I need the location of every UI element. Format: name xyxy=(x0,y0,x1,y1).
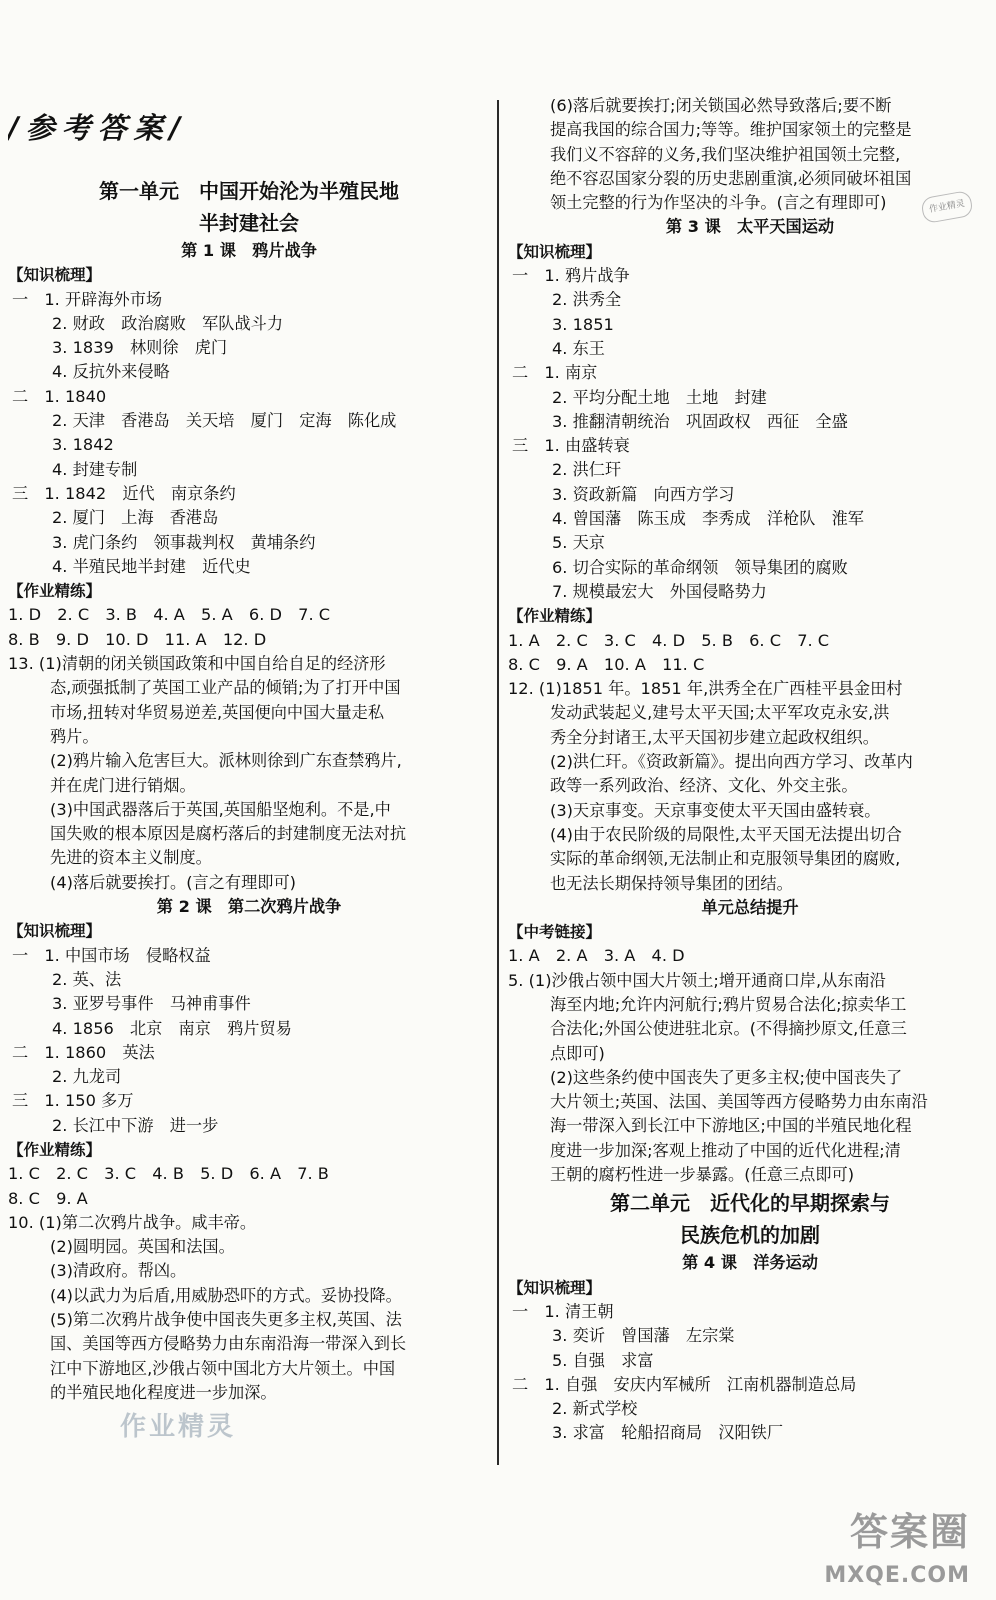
text-line: 【知识梳理】 xyxy=(8,266,102,285)
text-line: 3. 求富 轮船招商局 汉阳铁厂 xyxy=(552,1423,784,1443)
text-line: 第 1 课 鸦片战争 xyxy=(181,241,317,260)
text-line: 绝不容忍国家分裂的历史悲剧重演,必须同破坏祖国 xyxy=(550,168,912,188)
text-line: 2. 洪秀全 xyxy=(552,290,622,310)
text-line: 第 2 课 第二次鸦片战争 xyxy=(156,897,342,917)
text-line: 态,顽强抵制了英国工业产品的倾销;为了打开中国 xyxy=(50,678,401,698)
text-line: 2. 新式学校 xyxy=(552,1399,638,1419)
text-line: 【作业精练】 xyxy=(508,607,602,626)
text-line: 2. 洪仁玕 xyxy=(552,460,622,480)
left-column xyxy=(8,94,490,1449)
watermark-logo: 答案圈 xyxy=(849,1510,970,1554)
text-line: 三 1. 1842 近代 南京条约 xyxy=(12,483,236,503)
text-line: 并在虎门进行销烟。 xyxy=(50,775,196,795)
text-line: 12. (1)1851 年。1851 年,洪秀全在广西桂平县金田村 xyxy=(508,679,903,699)
text-line: /参考答案/ xyxy=(8,111,188,145)
column-divider xyxy=(497,100,499,1465)
text-line: 【知识梳理】 xyxy=(508,1278,602,1297)
text-line: (3)中国武器落后于英国,英国船坚炮利。不是,中 xyxy=(50,799,391,819)
text-line: 8. B 9. D 10. D 11. A 12. D xyxy=(8,629,267,649)
watermark-url: MXQE.COM xyxy=(824,1563,970,1588)
text-line: 一 1. 中国市场 侵略权益 xyxy=(12,945,211,965)
text-line: 4. 1856 北京 南京 鸦片贸易 xyxy=(52,1018,292,1038)
text-line: 1. C 2. C 3. C 4. B 5. D 6. A 7. B xyxy=(8,1164,329,1184)
right-column xyxy=(508,94,992,1446)
text-line: 江中下游地区,沙俄占领中国北方大片领土。中国 xyxy=(50,1358,396,1378)
text-line: 二 1. 自强 安庆内军械所 江南机器制造总局 xyxy=(512,1374,857,1394)
text-line: 实际的革命纲领,无法制止和克服领导集团的腐败, xyxy=(550,849,901,869)
text-line: 1. A 2. A 3. A 4. D xyxy=(508,946,685,966)
text-line: 也无法长期保持领导集团的团结。 xyxy=(550,873,793,893)
corner-stamp: 作业精灵 xyxy=(920,190,974,224)
text-line: 4. 反抗外来侵略 xyxy=(52,362,170,382)
text-line: 我们义不容辞的义务,我们坚决维护祖国领土完整, xyxy=(550,144,901,164)
text-line: 2. 厦门 上海 香港岛 xyxy=(52,508,219,528)
text-line: (3)天京事变。天京事变使太平天国由盛转衰。 xyxy=(550,800,881,820)
text-line: 3. 虎门条约 领事裁判权 黄埔条约 xyxy=(52,532,316,552)
text-line: 2. 财政 政治腐败 军队战斗力 xyxy=(52,313,284,333)
text-line: 秀全分封诸王,太平天国初步建立起政权组织。 xyxy=(550,727,879,747)
text-line: (2)洪仁玕。《资政新篇》。提出向西方学习、改革内 xyxy=(550,752,913,772)
text-line: 【知识梳理】 xyxy=(8,922,102,941)
text-line: 一 1. 开辟海外市场 xyxy=(12,289,163,309)
text-line: 第一单元 中国开始沦为半殖民地 xyxy=(99,179,399,203)
text-line: 二 1. 1860 英法 xyxy=(12,1042,155,1062)
text-line xyxy=(8,162,490,175)
text-line: 【知识梳理】 xyxy=(508,242,602,261)
text-line: 度进一步加深;客观上推动了中国的近代化进程;清 xyxy=(550,1140,901,1160)
text-line: 半封建社会 xyxy=(199,211,299,235)
text-line: 3. 1851 xyxy=(552,314,614,334)
text-line: 发动武装起义,建号太平天国;太平军攻克永安,洪 xyxy=(550,703,890,723)
text-line: 4. 曾国藩 陈玉成 李秀成 洋枪队 淮军 xyxy=(552,509,864,529)
text-line: 4. 半殖民地半封建 近代史 xyxy=(52,556,251,576)
text-line: 鸦片。 xyxy=(50,726,99,746)
text-line: 第 4 课 洋务运动 xyxy=(682,1253,818,1273)
text-line: 海至内地;允许内河航行;鸦片贸易合法化;掠卖华工 xyxy=(550,994,907,1014)
text-line: 2. 平均分配土地 土地 封建 xyxy=(552,387,767,407)
text-line: 领土完整的行为作坚决的斗争。(言之有理即可) xyxy=(550,193,887,213)
text-line: 合法化;外国公使进驻北京。(不得摘抄原文,任意三 xyxy=(550,1019,907,1039)
text-line: 第二单元 近代化的早期探索与 xyxy=(610,1191,890,1216)
text-line: 三 1. 由盛转衰 xyxy=(512,436,630,456)
text-line: (3)清政府。帮凶。 xyxy=(50,1261,187,1281)
text-line: 【作业精练】 xyxy=(8,582,102,601)
text-line: 政等一系列政治、经济、文化、外交主张。 xyxy=(550,776,858,796)
text-line: 大片领土;英国、法国、美国等西方侵略势力由东南沿 xyxy=(550,1092,928,1112)
text-line: (6)落后就要挨打;闭关锁国必然导致落后;要不断 xyxy=(550,96,892,115)
text-line: 4. 东王 xyxy=(552,338,605,358)
text-line: 1. A 2. C 3. C 4. D 5. B 6. C 7. C xyxy=(508,630,830,650)
text-line: (4)以武力为后盾,用威胁恐吓的方式。妥协投降。 xyxy=(50,1285,402,1305)
text-line: 二 1. 1840 xyxy=(12,386,107,406)
text-line: (2)鸦片输入危害巨大。派林则徐到广东查禁鸦片, xyxy=(50,751,402,771)
text-line: 提高我国的综合国力;等等。维护国家领土的完整是 xyxy=(550,120,912,140)
text-line: 国失败的根本原因是腐朽落后的封建制度无法对抗 xyxy=(50,824,407,844)
text-line: 5. (1)沙俄占领中国大片领土;增开通商口岸,从东南沿 xyxy=(508,970,886,990)
text-line: 5. 天京 xyxy=(552,533,605,553)
text-line: 8. C 9. A xyxy=(8,1188,88,1208)
text-line: 3. 1839 林则徐 虎门 xyxy=(52,338,228,358)
text-line: 10. (1)第二次鸦片战争。咸丰帝。 xyxy=(8,1212,257,1232)
text-line: 作业精灵 xyxy=(120,1412,237,1443)
text-line: 第 3 课 太平天国运动 xyxy=(665,217,835,237)
text-line: 3. 资政新篇 向西方学习 xyxy=(552,484,735,504)
text-line: 国、美国等西方侵略势力由东南沿海一带深入到长 xyxy=(50,1334,407,1354)
text-line: 2. 九龙司 xyxy=(52,1067,122,1087)
text-line: (2)圆明园。英国和法国。 xyxy=(50,1237,235,1257)
text-line: 二 1. 南京 xyxy=(512,363,598,383)
text-line: 6. 切合实际的革命纲领 领导集团的腐败 xyxy=(552,557,848,577)
text-line: 海一带深入到长江中下游地区;中国的半殖民地化程 xyxy=(550,1116,912,1136)
text-line: 3. 推翻清朝统治 巩固政权 西征 全盛 xyxy=(552,411,848,431)
text-line: (2)这些条约使中国丧失了更多主权;使中国丧失了 xyxy=(550,1067,903,1087)
text-line: 民族危机的加剧 xyxy=(680,1223,820,1248)
text-line: 【作业精练】 xyxy=(8,1140,102,1159)
text-line: (4)落后就要挨打。(言之有理即可) xyxy=(50,872,296,892)
text-line: 5. 自强 求富 xyxy=(552,1350,654,1370)
text-line: 一 1. 清王朝 xyxy=(512,1301,614,1321)
text-line: 2. 英、法 xyxy=(52,969,122,989)
text-line: (5)第二次鸦片战争使中国丧失更多主权,英国、法 xyxy=(50,1310,402,1330)
text-line: 8. C 9. A 10. A 11. C xyxy=(508,654,705,674)
text-line: 市场,扭转对华贸易逆差,英国便向中国大量走私 xyxy=(50,702,385,722)
text-line: 先进的资本主义制度。 xyxy=(50,848,212,868)
text-line: 4. 封建专制 xyxy=(52,459,138,479)
text-line: 三 1. 150 多万 xyxy=(12,1091,134,1111)
text-line: 点即可) xyxy=(550,1043,605,1063)
text-line: 单元总结提升 xyxy=(701,897,799,917)
text-line: 【中考链接】 xyxy=(508,923,602,942)
text-line: 3. 亚罗号事件 马神甫事件 xyxy=(52,994,251,1014)
text-line: 3. 1842 xyxy=(52,435,114,455)
text-line: 3. 奕䜣 曾国藩 左宗棠 xyxy=(552,1326,735,1346)
text-line: 王朝的腐朽性进一步暴露。(任意三点即可) xyxy=(550,1165,855,1185)
text-line: 2. 长江中下游 进一步 xyxy=(52,1115,219,1135)
text-line: 一 1. 鸦片战争 xyxy=(512,266,630,286)
text-line: 7. 规模最宏大 外国侵略势力 xyxy=(552,581,767,601)
text-line: 1. D 2. C 3. B 4. A 5. A 6. D 7. C xyxy=(8,605,331,625)
text-line: 2. 天津 香港岛 关天培 厦门 定海 陈化成 xyxy=(52,411,397,431)
text-line: 的半殖民地化程度进一步加深。 xyxy=(50,1382,277,1402)
text-line: 13. (1)清朝的闭关锁国政策和中国自给自足的经济形 xyxy=(8,654,386,674)
text-line: (4)由于农民阶级的局限性,太平天国无法提出切合 xyxy=(550,824,902,844)
